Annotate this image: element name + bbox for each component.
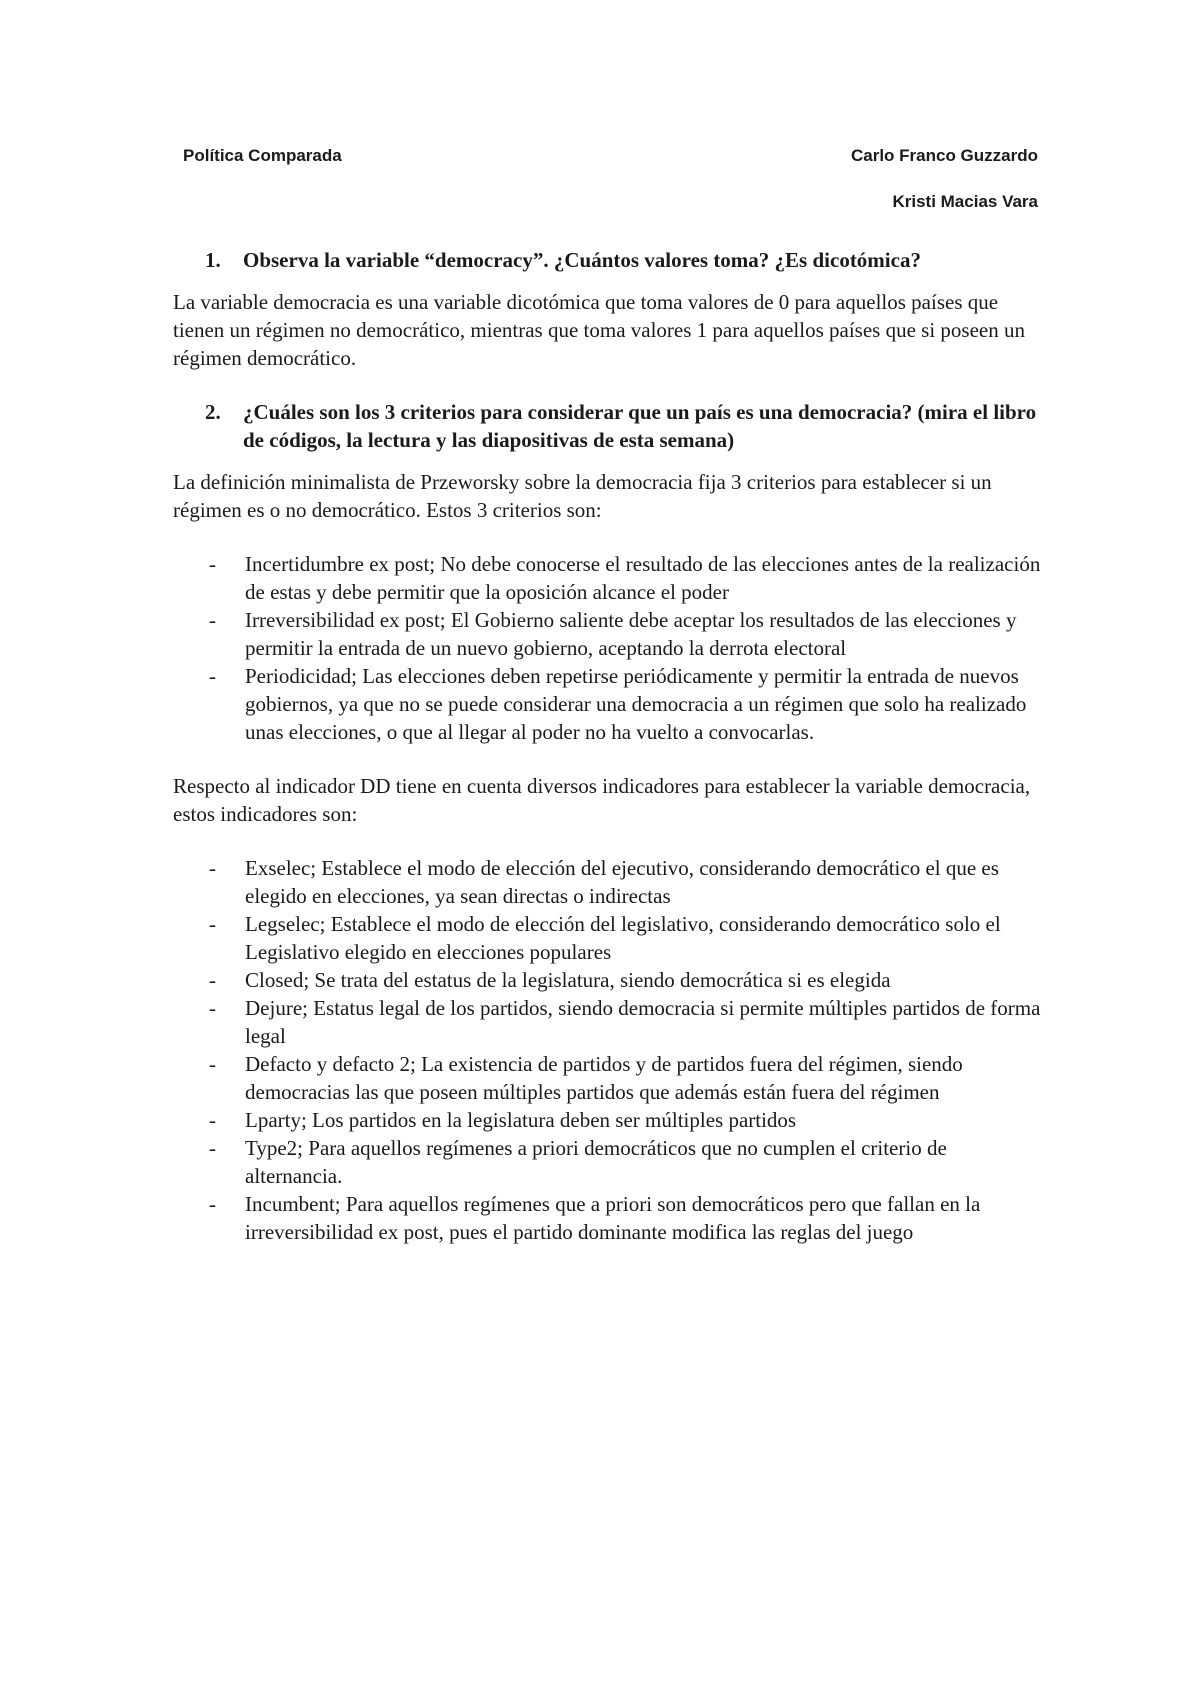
answer-2-intro: La definición minimalista de Przeworsky sobre la democracia fija 3 criterios para establecer si un régimen es o no democrático. Estos 3 criterios son: xyxy=(173,470,992,522)
dd-intro: Respecto al indicador DD tiene en cuenta diversos indicadores para establecer la variable democracia, estos indicadores son: xyxy=(173,774,1031,826)
dash-marker: - xyxy=(209,664,216,688)
dash-marker: - xyxy=(209,912,216,936)
list-item xyxy=(173,1106,1041,1134)
list-item-text: Periodicidad; Las elecciones deben repetirse periódicamente y permitir la entrada de nuevos gobiernos, ya que no se puede considerar una democracia a un régimen que solo ha realizado unas elecciones, o que al llegar al poder no ha vuelto a convocarlas. xyxy=(245,664,1027,744)
list-item-text: Irreversibilidad ex post; El Gobierno saliente debe aceptar los resultados de las elecciones y permitir la entrada de un nuevo gobierno, aceptando la derrota electoral xyxy=(245,608,1017,660)
list-item-text: Defacto y defacto 2; La existencia de partidos y de partidos fuera del régimen, siendo democracias las que poseen múltiples partidos que además están fuera del régimen xyxy=(245,1052,963,1104)
list-item xyxy=(173,910,1041,966)
list-item xyxy=(173,966,1041,994)
list-item xyxy=(173,994,1041,1050)
list-item-text: Legselec; Establece el modo de elección del legislativo, considerando democrático solo el Legislativo elegido en elecciones populares xyxy=(245,912,1001,964)
list-item-text: Type2; Para aquellos regímenes a priori democráticos que no cumplen el criterio de alternancia. xyxy=(245,1136,947,1188)
answer-1: La variable democracia es una variable dicotómica que toma valores de 0 para aquellos países que tienen un régimen no democrático, mientras que toma valores 1 para aquellos países que si poseen un régimen democrático. xyxy=(173,290,1025,370)
list-item xyxy=(173,662,1041,746)
question-text: ¿Cuáles son los 3 criterios para considerar que un país es una democracia? (mira el libro de códigos, la lectura y las diapositivas de esta semana) xyxy=(243,400,1037,452)
dash-marker: - xyxy=(209,968,216,992)
author-name-1: Carlo Franco Guzzardo xyxy=(850,146,1038,165)
question-1 xyxy=(173,246,1041,274)
list-item xyxy=(173,854,1041,910)
question-number: 2. xyxy=(205,400,221,424)
dash-marker: - xyxy=(209,1108,216,1132)
dash-marker: - xyxy=(209,996,216,1020)
author-name-2: Kristi Macias Vara xyxy=(892,192,1038,211)
list-item xyxy=(173,1134,1041,1190)
question-number: 1. xyxy=(205,248,221,272)
list-item-text: Incertidumbre ex post; No debe conocerse el resultado de las elecciones antes de la realización de estas y debe permitir que la oposición alcance el poder xyxy=(245,552,1041,604)
dash-marker: - xyxy=(209,1052,216,1076)
dash-marker: - xyxy=(209,1192,216,1216)
dash-marker: - xyxy=(209,856,216,880)
list-item xyxy=(173,550,1041,606)
question-text: Observa la variable “democracy”. ¿Cuántos valores toma? ¿Es dicotómica? xyxy=(243,248,921,272)
list-item-text: Dejure; Estatus legal de los partidos, siendo democracia si permite múltiples partidos de forma legal xyxy=(245,996,1041,1048)
list-item xyxy=(173,606,1041,662)
page-header xyxy=(183,146,1038,176)
list-item xyxy=(173,1050,1041,1106)
criteria-list xyxy=(173,550,1041,746)
list-item-text: Lparty; Los partidos en la legislatura deben ser múltiples partidos xyxy=(245,1108,797,1132)
dash-marker: - xyxy=(209,552,216,576)
list-item xyxy=(173,1190,1041,1246)
dash-marker: - xyxy=(209,608,216,632)
course-title: Política Comparada xyxy=(183,146,342,165)
list-item-text: Closed; Se trata del estatus de la legislatura, siendo democrática si es elegida xyxy=(245,968,891,992)
list-item-text: Exselec; Establece el modo de elección del ejecutivo, considerando democrático el que es elegido en elecciones, ya sean directas o indirectas xyxy=(245,856,999,908)
list-item-text: Incumbent; Para aquellos regímenes que a priori son democráticos pero que fallan en la irreversibilidad ex post, pues el partido dominante modifica las reglas del juego xyxy=(245,1192,981,1244)
document-body xyxy=(173,246,1041,1246)
indicator-list xyxy=(173,854,1041,1246)
question-2 xyxy=(173,398,1041,454)
dash-marker: - xyxy=(209,1136,216,1160)
